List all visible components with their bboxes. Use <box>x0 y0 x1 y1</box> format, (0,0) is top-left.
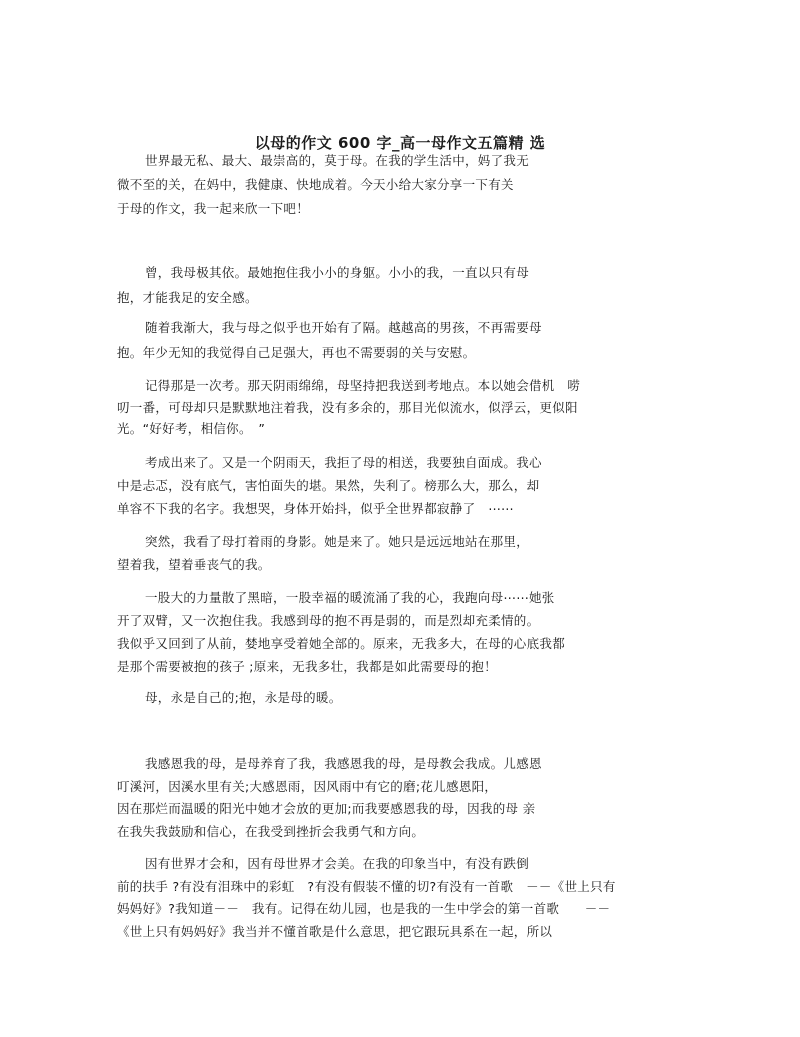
paragraph-line: 叨一番，可母却只是默默地注着我，没有多余的，那目光似流水，似浮云，更似阳 <box>117 400 578 415</box>
paragraph-line: 母，永是自己的;抱，永是母的暖。 <box>145 690 342 705</box>
paragraph-line: 《世上只有妈妈好》我当并不懂首歌是什么意思，把它跟玩具系在一起，所以 <box>117 924 553 939</box>
paragraph-line: 记得那是一次考。那天阴雨绵绵，母坚持把我送到考地点。本以她会借机 唠 <box>145 378 581 393</box>
paragraph-line: 曾，我母极其依。最她抱住我小小的身躯。小小的我，一直以只有母 <box>145 265 530 280</box>
document-title: 以母的作文 600 字_高一母作文五篇精 选 <box>254 134 546 152</box>
paragraph-line: 一股大的力量散了黑暗，一股幸福的暖流涌了我的心，我跑向母⋯⋯她张 <box>145 590 555 605</box>
paragraph-line: 我感恩我的母，是母养育了我，我感恩我的母，是母教会我成。儿感恩 <box>145 756 542 771</box>
paragraph-line: 望着我，望着垂丧气的我。 <box>117 557 271 572</box>
paragraph-line: 我似乎又回到了从前，婪地享受着她全部的。原来，无我多大，在母的心底我都 <box>117 636 566 651</box>
paragraph-line: 单容不下我的名字。我想哭，身体开始抖，似乎全世界都寂静了 ⋯⋯ <box>117 501 514 516</box>
paragraph-line: 突然，我看了母打着雨的身影。她是来了。她只是远远地站在那里， <box>145 534 530 549</box>
paragraph-line: 光。“好好考，相信你。 ” <box>117 421 266 436</box>
paragraph-line: 考成出来了。又是一个阴雨天，我拒了母的相送，我要独自面成。我心 <box>145 455 542 470</box>
paragraph-line: 随着我渐大，我与母之似乎也开始有了隔。越越高的男孩，不再需要母 <box>145 320 542 335</box>
paragraph-line: 前的扶手 ?有没有泪珠中的彩虹 ?有没有假装不懂的切?有没有一首歌 －－《世上只有 <box>117 879 616 894</box>
paragraph-line: 世界最无私、最大、最崇高的，莫于母。在我的学生活中，妈了我无 <box>145 153 530 168</box>
paragraph-line: 因有世界才会和，因有母世界才会美。在我的印象当中，有没有跌倒 <box>145 856 530 871</box>
paragraph-line: 开了双臂，又一次抱住我。我感到母的抱不再是弱的，而是烈却充柔情的。 <box>117 613 540 628</box>
paragraph-line: 因在那烂而温暖的阳光中她才会放的更加;而我要感恩我的母，因我的母 亲 <box>117 801 536 816</box>
paragraph-line: 抱。年少无知的我觉得自己足强大，再也不需要弱的关与安慰。 <box>117 345 476 360</box>
paragraph-line: 抱，才能我足的安全感。 <box>117 290 258 305</box>
paragraph-line: 妈妈好》?我知道－－ 我有。记得在幼儿园，也是我的一生中学会的第一首歌 －－ <box>117 901 611 916</box>
paragraph-line: 微不至的关，在妈中，我健康、快地成着。今天小给大家分享一下有关 <box>117 177 514 192</box>
paragraph-line: 中是忐忑，没有底气，害怕面失的堪。果然，失利了。榜那么大，那么，却 <box>117 478 540 493</box>
paragraph-line: 于母的作文，我一起来欣一下吧！ <box>117 201 310 216</box>
paragraph-line: 在我失我鼓励和信心，在我受到挫折会我勇气和方向。 <box>117 824 425 839</box>
paragraph-line: 叮溪河，因溪水里有关;大感恩雨，因风雨中有它的磨;花儿感恩阳， <box>117 779 498 794</box>
paragraph-line: 是那个需要被抱的孩子 ;原来，无我多壮，我都是如此需要母的抱！ <box>117 659 497 674</box>
